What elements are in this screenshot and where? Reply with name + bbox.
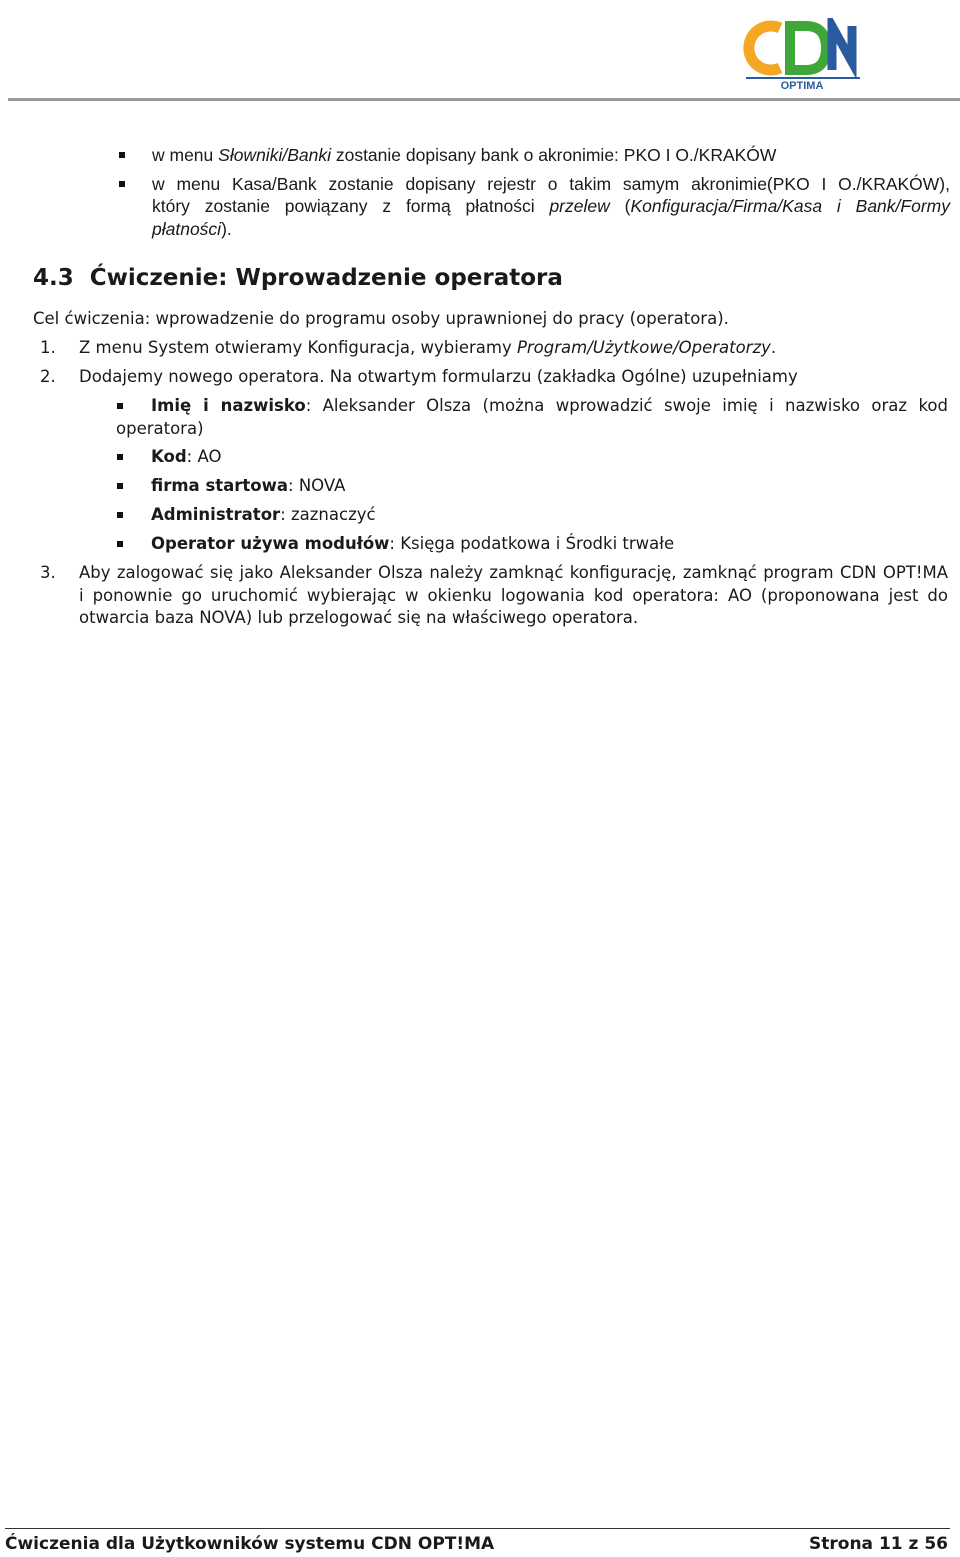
bullet-marker xyxy=(119,152,125,158)
field-name-line: Imię i nazwisko: Aleksander Olsza (można wprowadzić swoje imię i nazwisko oraz kod xyxy=(151,396,948,415)
field-firma: firma startowa: NOVA xyxy=(151,476,346,495)
cdn-optima-logo xyxy=(740,18,862,92)
step-3-line1: Aby zalogować się jako Aleksander Olsza należy zamknąć konfigurację, zamknąć program CDN OPT!MA xyxy=(79,563,948,582)
field-modules: Operator używa modułów: Księga podatkowa i Środki trwałe xyxy=(151,534,675,553)
step-number: 1. xyxy=(40,338,56,357)
step-3-line2: i ponownie go uruchomić wybierając w okienku logowania kod operatora: AO (proponowana jest do xyxy=(79,586,948,605)
footer-title: Ćwiczenia dla Użytkowników systemu CDN OPT!MA xyxy=(5,1534,495,1554)
section-title: 4.3 Ćwiczenie: Wprowadzenie operatora xyxy=(33,265,563,291)
page-number: Strona 11 z 56 xyxy=(809,1534,948,1554)
bullet-kasa-line1: w menu Kasa/Bank zostanie dopisany rejestr o takim samym akronimie(PKO I O./KRAKÓW), xyxy=(152,174,950,194)
square-bullet xyxy=(117,403,123,409)
footer-rule xyxy=(5,1528,950,1529)
square-bullet xyxy=(117,512,123,518)
bullet-marker xyxy=(119,181,125,187)
field-admin: Administrator: zaznaczyć xyxy=(151,505,376,524)
step-1-text: Z menu System otwieramy Konfiguracja, wybieramy Program/Użytkowe/Operatorzy. xyxy=(79,338,777,357)
step-number: 3. xyxy=(40,563,56,582)
square-bullet xyxy=(117,454,123,460)
step-2-text: Dodajemy nowego operatora. Na otwartym formularzu (zakładka Ogólne) uzupełniamy xyxy=(79,367,798,386)
square-bullet xyxy=(117,483,123,489)
exercise-goal: Cel ćwiczenia: wprowadzenie do programu osoby uprawnionej do pracy (operatora). xyxy=(33,309,729,328)
bullet-kasa-line3: płatności). xyxy=(152,219,232,239)
field-kod: Kod: AO xyxy=(151,447,222,466)
field-name-cont: operatora) xyxy=(116,419,204,438)
logo-subtitle: OPTIMA xyxy=(780,80,824,92)
step-number: 2. xyxy=(40,367,56,386)
bullet-kasa-line2: który zostanie powiązany z formą płatności przelew (Konfiguracja/Firma/Kasa i Bank/Formy xyxy=(152,196,950,216)
header-rule xyxy=(8,98,960,101)
square-bullet xyxy=(117,541,123,547)
bullet-banki: w menu Słowniki/Banki zostanie dopisany bank o akronimie: PKO I O./KRAKÓW xyxy=(152,145,777,165)
step-3-line3: otwarcia baza NOVA) lub przelogować się na właściwego operatora. xyxy=(79,608,639,627)
